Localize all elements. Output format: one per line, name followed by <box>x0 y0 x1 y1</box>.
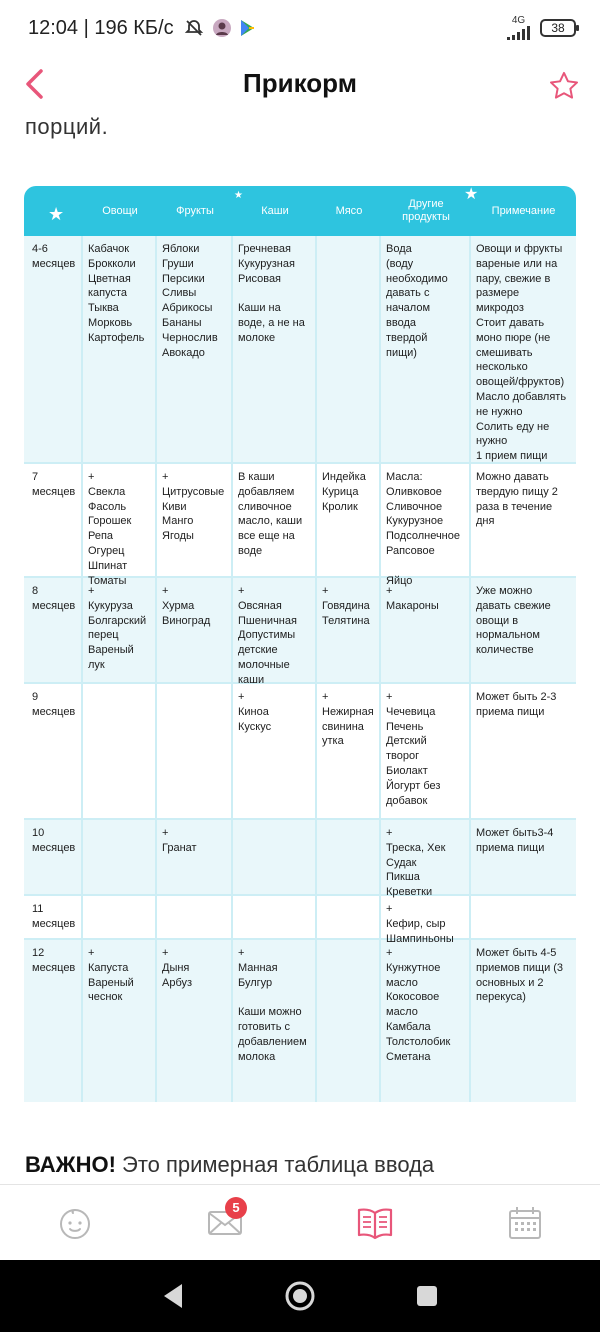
age-cell: 11 месяцев <box>24 896 83 950</box>
table-row <box>24 684 576 820</box>
nav-calendar[interactable] <box>495 1193 555 1253</box>
circle-home-icon <box>284 1280 316 1312</box>
app-header <box>0 56 600 114</box>
fruits-cell <box>157 684 233 818</box>
porridge-cell: + Манная Булгур Каши можно готовить с добавлением молока <box>233 940 317 1102</box>
network-indicator <box>507 16 530 40</box>
vegetables-cell: + Свекла Фасоль Горошек Репа Огурец Шпинат Томаты <box>83 464 157 592</box>
column-header: Другие продукты <box>402 198 450 223</box>
fruits-cell: Яблоки Груши Персики Сливы Абрикосы Бананы Чернослив Авокадо <box>157 236 233 468</box>
triangle-back-icon <box>160 1282 186 1310</box>
table-row <box>24 464 576 587</box>
system-recents-button[interactable] <box>403 1272 451 1320</box>
open-book-icon <box>355 1205 395 1241</box>
column-header: Овощи <box>102 204 138 217</box>
porridge-cell: + Киноа Кускус <box>233 684 317 818</box>
status-time: 12:04 | 196 КБ/с <box>28 16 174 39</box>
square-recents-icon <box>415 1284 439 1308</box>
other-cell: + Макароны <box>381 578 471 692</box>
vegetables-cell: + Капуста Вареный чеснок <box>83 940 157 1102</box>
other-cell: + Чечевица Печень Детский творог Биолакт Йогурт без добавок <box>381 684 471 818</box>
meat-cell <box>317 236 381 468</box>
network-type: 4G <box>511 15 526 26</box>
age-cell: 12 месяцев <box>24 940 83 1102</box>
meat-cell: Индейка Курица Кролик <box>317 464 381 592</box>
favorite-button[interactable] <box>540 62 588 110</box>
intro-text: порций. <box>25 114 109 139</box>
important-label: ВАЖНО! <box>25 1152 116 1177</box>
play-store-icon <box>240 19 256 37</box>
porridge-cell: В каши добавляем сливочное масло, каши все еще на воде <box>233 464 317 592</box>
star-outline-icon <box>547 69 581 103</box>
important-text: Это примерная таблица ввода <box>115 1152 435 1177</box>
column-header: Примечание <box>491 204 556 217</box>
bottom-navigation <box>0 1184 600 1260</box>
meat-cell: + Говядина Телятина <box>317 578 381 692</box>
star-decoration-icon: ★ <box>234 190 243 201</box>
meat-cell <box>317 940 381 1102</box>
note-cell: Может быть 4-5 приемов пищи (3 основных и 2 перекуса) <box>476 947 564 1004</box>
column-header: Каши <box>261 204 289 217</box>
status-notification-icons <box>184 18 256 38</box>
feeding-table <box>24 186 576 1102</box>
age-cell: 9 месяцев <box>24 684 83 818</box>
star-decoration-icon: ★ <box>48 204 65 224</box>
note-cell: Можно давать твердую пищу 2 раза в течение дня <box>476 471 558 528</box>
meat-cell <box>317 820 381 904</box>
alarm-off-icon <box>184 18 204 38</box>
nav-articles[interactable] <box>345 1193 405 1253</box>
nav-baby[interactable] <box>45 1193 105 1253</box>
back-button[interactable] <box>12 62 56 106</box>
star-decoration-icon: ★ <box>464 186 479 203</box>
column-header: Мясо <box>335 204 363 217</box>
table-row <box>24 578 576 684</box>
table-header <box>24 186 576 236</box>
table-row <box>24 896 576 945</box>
note-cell: Овощи и фрукты вареные или на пару, свежие в размере микродоз Стоит давать моно пюре (не смешивать несколько овощей/фруктов) Масло добавлять не нужно Солить еду не нужно 1 прием пищи <box>476 243 567 463</box>
age-cell: 8 месяцев <box>24 578 83 692</box>
vegetables-cell: + Кукуруза Болгарский перец Вареный лук <box>83 578 157 692</box>
vegetables-cell <box>83 684 157 818</box>
calendar-icon <box>507 1205 543 1241</box>
table-body <box>24 236 576 1102</box>
fruits-cell: + Хурма Виноград <box>157 578 233 692</box>
table-row <box>24 940 576 1102</box>
other-cell: + Кефир, сыр Шампиньоны <box>381 896 471 950</box>
age-cell: 10 месяцев <box>24 820 83 904</box>
messages-badge: 5 <box>225 1197 247 1219</box>
page-title: Прикорм <box>243 68 357 98</box>
other-cell: Вода (воду необходимо давать с началом ввода твердой пищи) <box>381 236 471 468</box>
system-home-button[interactable] <box>276 1272 324 1320</box>
age-cell: 7 месяцев <box>24 464 83 592</box>
fruits-cell: + Цитрусовые Киви Манго Ягоды <box>157 464 233 592</box>
chevron-left-icon <box>23 68 45 100</box>
article-content[interactable] <box>0 114 600 1184</box>
important-note <box>25 1152 434 1178</box>
table-row <box>24 820 576 899</box>
table-row <box>24 236 576 464</box>
column-header: Фрукты <box>176 204 214 217</box>
signal-icon <box>507 26 530 40</box>
porridge-cell <box>233 820 317 904</box>
other-cell: + Треска, Хек Судак Пикша Креветки <box>381 820 471 904</box>
porridge-cell: + Овсяная Пшеничная Допустимы детские молочные каши <box>233 578 317 692</box>
age-cell: 4-6 месяцев <box>24 236 83 468</box>
porridge-cell: Гречневая Кукурузная Рисовая Каши на воде, а не на молоке <box>233 236 317 468</box>
system-back-button[interactable] <box>149 1272 197 1320</box>
fruits-cell: + Дыня Арбуз <box>157 940 233 1102</box>
other-cell: + Кунжутное масло Кокосовое масло Камбала Толстолобик Сметана <box>381 940 471 1102</box>
vegetables-cell: Кабачок Брокколи Цветная капуста Тыква Морковь Картофель <box>83 236 157 468</box>
fruits-cell: + Гранат <box>157 820 233 904</box>
other-cell: Масла: Оливковое Сливочное Кукурузное Подсолнечное Рапсовое Яйцо <box>381 464 471 592</box>
baby-icon <box>56 1204 94 1242</box>
meat-cell: + Нежирная свинина утка <box>317 684 381 818</box>
note-cell: Уже можно давать свежие овощи в нормальном количестве <box>476 585 551 657</box>
note-cell: Может быть3-4 приема пищи <box>476 827 554 854</box>
note-cell: Может быть 2-3 приема пищи <box>476 691 557 718</box>
avatar-icon <box>212 18 232 38</box>
system-navigation-bar <box>0 1260 600 1332</box>
status-bar <box>0 0 600 56</box>
vegetables-cell <box>83 820 157 904</box>
nav-messages[interactable] <box>195 1193 255 1253</box>
battery-icon: 38 <box>540 19 576 37</box>
